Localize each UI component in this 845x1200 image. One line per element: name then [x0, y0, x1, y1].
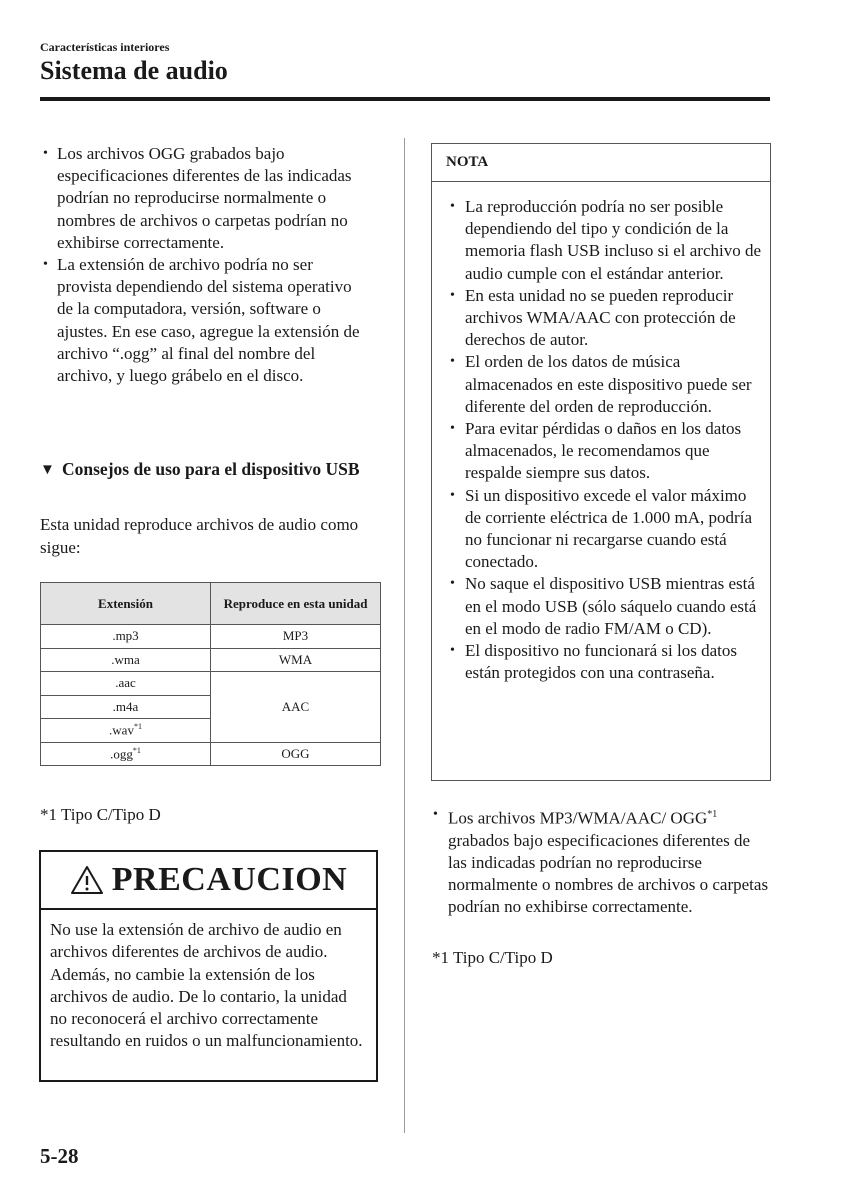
list-item: • Para evitar pérdidas o daños en los datos almacenados, le recomendamos que respalde siempre sus datos. — [465, 418, 762, 485]
warning-triangle-icon — [70, 865, 104, 895]
column-divider — [404, 138, 405, 1133]
left-bullet-list — [42, 143, 367, 387]
page-number: 5-28 — [40, 1144, 79, 1168]
column-header-playback: Reproduce en esta unidad — [211, 583, 381, 625]
extension-cell: .aac — [41, 672, 211, 696]
right-footnote: *1 Tipo C/Tipo D — [432, 948, 553, 967]
footnote-marker: *1 — [132, 745, 141, 755]
note-box — [431, 143, 771, 781]
table-row — [41, 672, 381, 696]
list-item: • La reproducción podría no ser posible dependiendo del tipo y condición de la memoria flash USB incluso si el archivo de audio cumple con el estándar anterior. — [465, 196, 762, 285]
note-title: NOTA — [432, 144, 770, 182]
table-row — [41, 648, 381, 672]
list-item: • El dispositivo no funcionará si los datos están protegidos con una contraseña. — [465, 640, 762, 684]
title-rule — [40, 97, 770, 101]
table-footnote: *1 Tipo C/Tipo D — [40, 805, 161, 824]
table-header-row — [41, 583, 381, 625]
format-cell: WMA — [211, 648, 381, 672]
footnote-marker: *1 — [133, 722, 142, 732]
list-item: • En esta unidad no se pueden reproducir archivos WMA/AAC con protección de derechos de autor. — [465, 285, 762, 352]
extension-cell — [41, 719, 211, 743]
caution-header — [41, 852, 376, 910]
list-item: • Si un dispositivo excede el valor máximo de corriente eléctrica de 1.000 mA, podría no funcionar ni recargarse cuando está conectado. — [465, 485, 762, 574]
usb-tips-heading-text: Consejos de uso para el dispositivo USB — [62, 459, 360, 479]
extension-text: .wav — [109, 722, 134, 738]
usb-tips-heading — [40, 458, 380, 482]
format-cell: AAC — [211, 672, 381, 743]
footnote-marker: *1 — [707, 809, 718, 820]
list-item: • La extensión de archivo podría no ser provista dependiendo del sistema operativo de la computadora, versión, software o ajustes. En ese caso, agregue la extensión de archivo “.ogg” al final del nombre del archivo, y luego grábelo en el disco. — [42, 254, 367, 387]
list-item — [432, 804, 772, 919]
column-header-extension: Extensión — [41, 583, 211, 625]
caution-box — [39, 850, 378, 1082]
usb-intro-text: Esta unidad reproduce archivos de audio como sigue: — [40, 515, 359, 557]
list-item-text: Los archivos MP3/WMA/AAC/ OGG — [448, 808, 708, 828]
caution-title: PRECAUCION — [111, 861, 348, 898]
right-bullet-list — [432, 804, 772, 919]
format-cell: OGG — [211, 742, 381, 766]
section-label: Características interiores — [40, 40, 170, 54]
list-item: • Los archivos OGG grabados bajo especificaciones diferentes de las indicadas podrían no reproducirse normalmente o nombres de archivos o carpetas podrían no exhibirse correctamente. — [42, 143, 367, 254]
triangle-down-icon: ▼ — [40, 462, 55, 478]
extension-cell: .wma — [41, 648, 211, 672]
table-row — [41, 625, 381, 649]
extension-text: .ogg — [110, 745, 133, 761]
page-title: Sistema de audio — [40, 56, 228, 85]
list-item: • No saque el dispositivo USB mientras está en el modo USB (sólo sáquelo cuando está en el modo de radio FM/AM o CD). — [465, 573, 762, 640]
list-item: • El orden de los datos de música almacenados en este dispositivo puede ser diferente del orden de reproducción. — [465, 351, 762, 418]
list-item-text: grabados bajo especificaciones diferentes de las indicadas podrían no reproducirse normalmente o nombres de archivos o carpetas podrían no exhibirse correctamente. — [448, 830, 769, 917]
table-row — [41, 742, 381, 766]
extension-cell: .m4a — [41, 695, 211, 719]
note-list — [432, 182, 770, 684]
format-cell: MP3 — [211, 625, 381, 649]
extension-cell — [41, 742, 211, 766]
caution-text: No use la extensión de archivo de audio en archivos diferentes de archivos de audio. Además, no cambie la extensión de los archivos de audio. De lo contario, la unidad no reconocerá el archivo correctamente resultando en ruidos o un malfuncionamiento. — [50, 920, 363, 1051]
extension-cell: .mp3 — [41, 625, 211, 649]
file-extension-table — [40, 582, 381, 766]
